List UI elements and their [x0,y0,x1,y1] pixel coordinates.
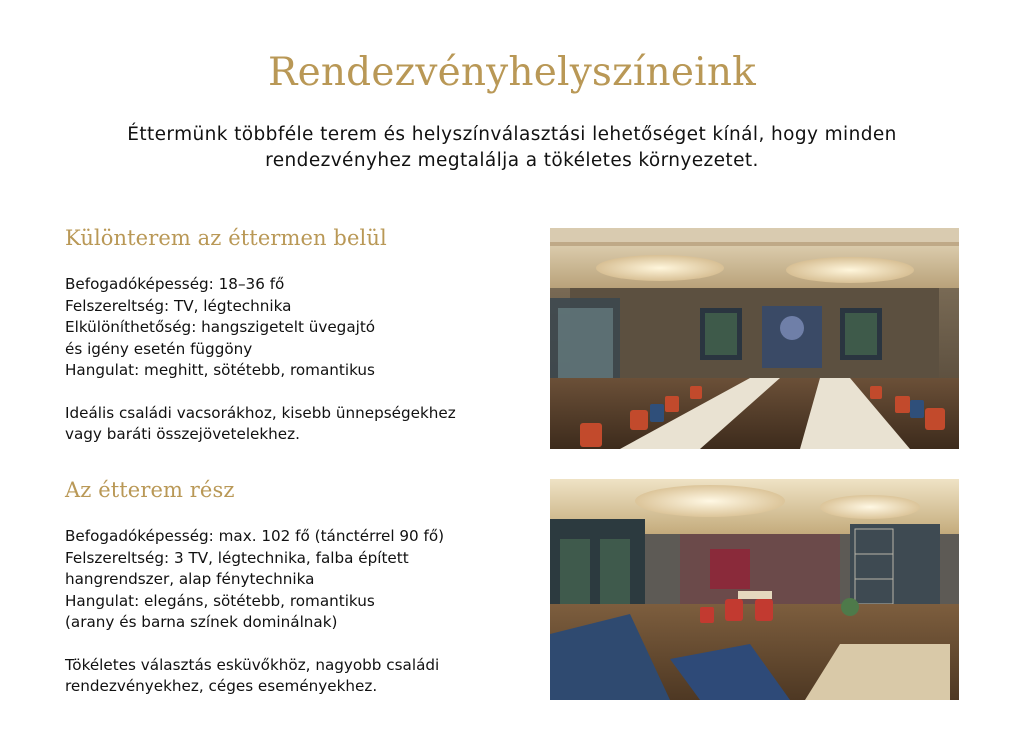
detail-line: Hangulat: meghitt, sötétebb, romantikus [65,361,375,379]
note-line: Tökéletes választás esküvőkhöz, nagyobb családi [65,655,440,674]
detail-line: (arany és barna színek dominálnak) [65,613,338,631]
section-heading: Az étterem rész [65,478,235,502]
intro-text [40,122,984,174]
detail-line: Felszereltség: TV, légtechnika [65,296,292,315]
section-note [65,403,525,446]
detail-line: Elkülöníthetőség: hangszigetelt üvegajtó [65,318,376,336]
note-line: vagy baráti összejövetelekhez. [65,425,300,443]
section-restaurant-area [65,478,525,698]
section-heading: Különterem az éttermen belül [65,226,387,250]
intro-line-2: rendezvényhez megtalálja a tökéletes környezetet. [265,150,759,171]
page-title: Rendezvényhelyszíneink [268,50,756,95]
section-details [65,274,525,382]
restaurant-area-photo [550,479,959,700]
section-note [65,655,525,698]
detail-line: hangrendszer, alap fénytechnika [65,570,315,588]
detail-line: Befogadóképesség: max. 102 fő (tánctérrel 90 fő) [65,527,445,545]
private-room-photo [550,228,959,449]
detail-line: Hangulat: elegáns, sötétebb, romantikus [65,591,375,610]
note-line: Ideális családi vacsorákhoz, kisebb ünnepségekhez [65,403,456,422]
detail-line: Befogadóképesség: 18–36 fő [65,275,285,293]
section-details [65,526,525,634]
intro-line-1: Éttermünk többféle terem és helyszínválasztási lehetőséget kínál, hogy minden [127,124,897,145]
section-private-room [65,226,525,446]
detail-line: Felszereltség: 3 TV, légtechnika, falba épített [65,548,409,567]
detail-line: és igény esetén függöny [65,339,253,358]
note-line: rendezvényekhez, céges eseményekhez. [65,677,378,695]
